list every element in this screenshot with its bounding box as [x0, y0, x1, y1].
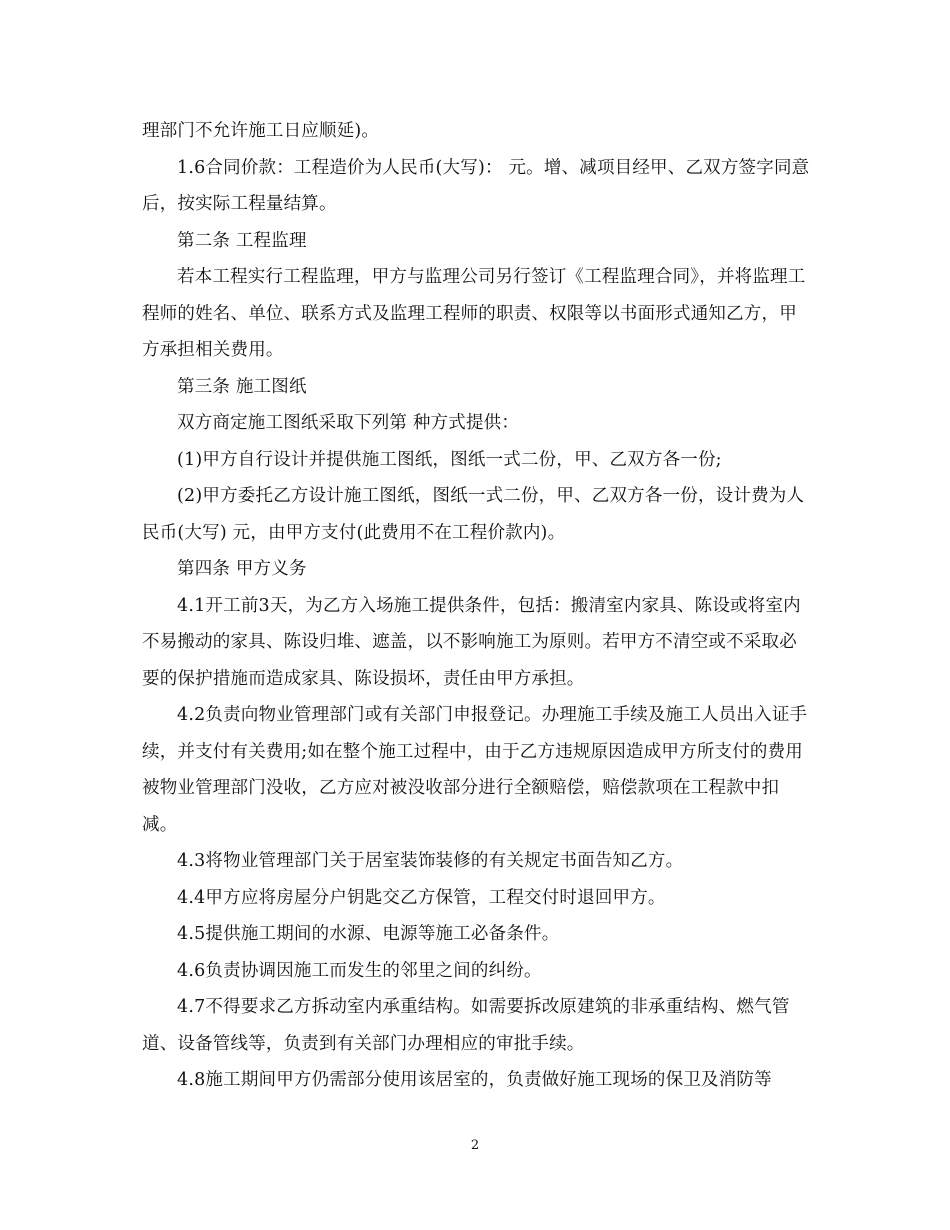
heading-article-2: 第二条 工程监理 [177, 230, 307, 251]
heading-article-4: 第四条 甲方义务 [177, 559, 307, 579]
paragraph-4-3: 4.3将物业管理部门关于居室装饰装修的有关规定书面告知乙方。 [177, 851, 684, 871]
paragraph-supervision: 若本工程实行工程监理，甲方与监理公司另行签订《工程监理合同》，并将监理工程师的姓名、单位、联系方式及监理工程师的职责、权限等以书面形式通知乙方，甲方承担相关费用。 [142, 267, 806, 360]
paragraph-drawings-option-1: (1)甲方自行设计并提供施工图纸，图纸一式二份，甲、乙双方各一份; [177, 449, 722, 470]
paragraph-4-8: 4.8施工期间甲方仍需部分使用该居室的，负责做好施工现场的保卫及消防等 [177, 1070, 772, 1090]
heading-article-3: 第三条 施工图纸 [177, 376, 307, 397]
paragraph-drawings-option-2: (2)甲方委托乙方设计施工图纸，图纸一式二份，甲、乙双方各一份，设计费为人民币(大写) 元，由甲方支付(此费用不在工程价款内)。 [142, 486, 805, 543]
paragraph-continuation: 理部门不允许施工日应顺延)。 [142, 121, 380, 141]
contract-body [142, 113, 810, 1099]
paragraph-contract-price: 1.6合同价款：工程造价为人民币(大写)： 元。增、减项目经甲、乙双方签字同意后，按实际工程量结算。 [142, 157, 810, 214]
paragraph-4-2: 4.2负责向物业管理部门或有关部门申报登记。办理施工手续及施工人员出入证手续，并支付有关费用;如在整个施工过程中，由于乙方违规原因造成甲方所支付的费用被物业管理部门没收，乙方应对被没收部分进行全额赔偿，赔偿款项在工程款中扣减。 [142, 705, 808, 835]
paragraph-4-7: 4.7不得要求乙方拆动室内承重结构。如需要拆改原建筑的非承重结构、燃气管道、设备管线等，负责到有关部门办理相应的审批手续。 [142, 997, 790, 1054]
paragraph-4-4: 4.4甲方应将房屋分户钥匙交乙方保管，工程交付时退回甲方。 [177, 887, 666, 908]
paragraph-drawings-method: 双方商定施工图纸采取下列第 种方式提供： [177, 413, 520, 433]
paragraph-4-5: 4.5提供施工期间的水源、电源等施工必备条件。 [177, 924, 560, 944]
paragraph-4-6: 4.6负责协调因施工而发生的邻里之间的纠纷。 [177, 960, 542, 981]
page-number: 2 [470, 1138, 480, 1153]
paragraph-4-1: 4.1开工前3天，为乙方入场施工提供条件，包括：搬清室内家具、陈设或将室内不易搬动的家具、陈设归堆、遮盖，以不影响施工为原则。若甲方不清空或不采取必要的保护措施而造成家具、陈设损坏，责任由甲方承担。 [142, 595, 801, 689]
